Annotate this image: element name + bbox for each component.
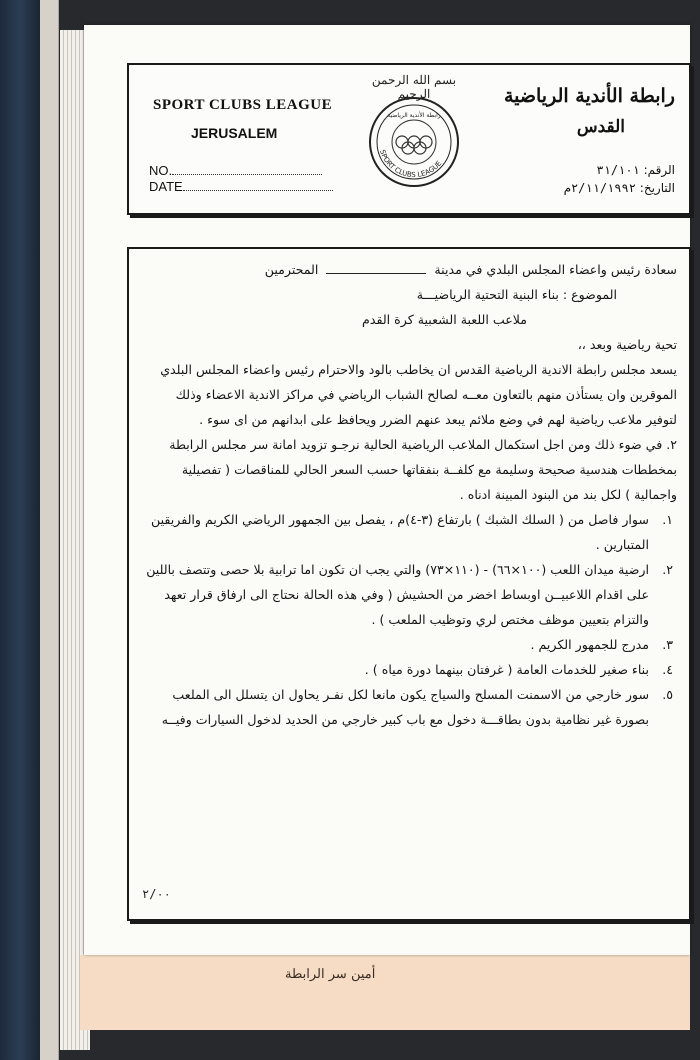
number-label: NO. [149, 163, 173, 178]
letter-body [127, 247, 691, 921]
basmala: بسم الله الرحمن الرحيم [371, 73, 457, 101]
date-label: DATE [149, 179, 183, 194]
list-item [141, 507, 677, 557]
list-item [141, 557, 677, 632]
binder-spine [0, 0, 42, 1060]
date-field [149, 179, 333, 194]
reference-label: الرقم: [643, 163, 675, 177]
honorific: المحترمين [264, 262, 319, 277]
list-item-text: بناء صغير للخدمات العامة ( غرفتان بينهما دورة مياه ) . [364, 662, 649, 677]
folder-cover-edge [40, 0, 59, 1060]
paragraph-1: يسعد مجلس رابطة الاندية الرياضية القدس ان يخاطب بالود والاحترام رئيس واعضاء المجلس البلدي الموقرين وان يستأذن منهم بالتعاون معــه لصالح الشباب الرياضي في مراكز الاندية الاعضاء وذلك لتوفير ملاعب رياضية لهم في وضع ملائم يبعد عنهم الضرر ويحافظ على ابدانهم من اى سوء . [160, 362, 677, 427]
list-item-text: سور خارجي من الاسمنت المسلح والسياج يكون مانعا لكل نفـر يحاول ان يتسلل الى الملعب بصورة غير نظامية بدون بطاقـــة دخول مع باب كبير خارجي من الحديد لدخول السيارات وفيــه [161, 687, 649, 727]
addressee-line [141, 257, 677, 282]
letterhead [127, 63, 691, 215]
list-item-number: ٢. [662, 562, 673, 577]
list-item-number: ٤. [662, 662, 673, 677]
letter-page [84, 25, 690, 955]
arabic-date-label: التاريخ: [639, 181, 675, 195]
org-name-arabic: رابطة الأندية الرياضية [503, 85, 675, 107]
org-city-arabic: القدس [576, 117, 625, 137]
arabic-date-value: ٢/١١/١٩٩٢م [563, 181, 636, 195]
paragraph-2: ٢. في ضوء ذلك ومن اجل استكمال الملاعب الرياضية الحالية نرجـو تزويد امانة سر مجلس الرابطة بمخططات هندسية صحيحة وسليمة مع كلفــة بنفقاتها حسب السعر الحالي للمناقصات ( تفصيلية واجمالية ) لكل بند من البنود المبينة ادناه . [169, 437, 677, 502]
reference-field [596, 163, 675, 177]
letter-text [141, 257, 677, 732]
list-item-text: سوار فاصل من ( السلك الشبك ) بارتفاع (٣-٤)م ، يفصل بين الجمهور الرياضي الكريم والفريقين المتبارين . [150, 512, 649, 552]
reference-value: ٣١/١٠١ [596, 163, 640, 177]
org-city-english: JERUSALEM [191, 125, 278, 141]
page-number: ٢/٠٠ [142, 887, 171, 901]
list-item [141, 682, 677, 732]
list-item [141, 657, 677, 682]
league-seal [359, 73, 469, 193]
list-item-text: ارضية ميدان اللعب (١٠٠×٦٦) - (١١٠×٧٣) والتي يجب ان تكون اما ترابية بلا حصى وتتصف باللين على اقدام اللاعبيــن اوبساط اخضر من الحشيش ( وفي هذه الحالة نحتاج الى ارفاق قرار تعهد والتزام بتعيين موظف مختص لري وتوظيب الملعب ) . [146, 562, 649, 627]
subject-label: الموضوع : [562, 287, 617, 302]
subject-text-1: بناء البنية التحتية الرياضيـــة [416, 287, 559, 302]
list-item-number: ٥. [662, 687, 673, 702]
underlying-sheet [80, 955, 690, 1030]
arabic-date-field [564, 181, 675, 195]
list-item-text: مدرج للجمهور الكريم . [530, 637, 649, 652]
list-item [141, 632, 677, 657]
underlying-sheet-text: أمين سر الرابطة [285, 967, 376, 982]
list-item-number: ١. [662, 512, 673, 527]
org-name-english: SPORT CLUBS LEAGUE [153, 97, 333, 113]
greeting: تحية رياضية وبعد ،، [577, 337, 677, 352]
subject-text-2: ملاعب اللعبة الشعبية كرة القدم [362, 312, 527, 327]
number-field [149, 163, 322, 178]
seal-outer-text: SPORT CLUBS LEAGUE [378, 148, 444, 180]
seal-emblem-icon [359, 87, 469, 197]
seal-inner-text: رابطة الأندية الرياضية [387, 112, 441, 119]
subject-line [141, 282, 677, 307]
list-item-number: ٣. [662, 637, 673, 652]
addressee: سعادة رئيس واعضاء المجلس البلدي في مدينة [434, 262, 677, 277]
